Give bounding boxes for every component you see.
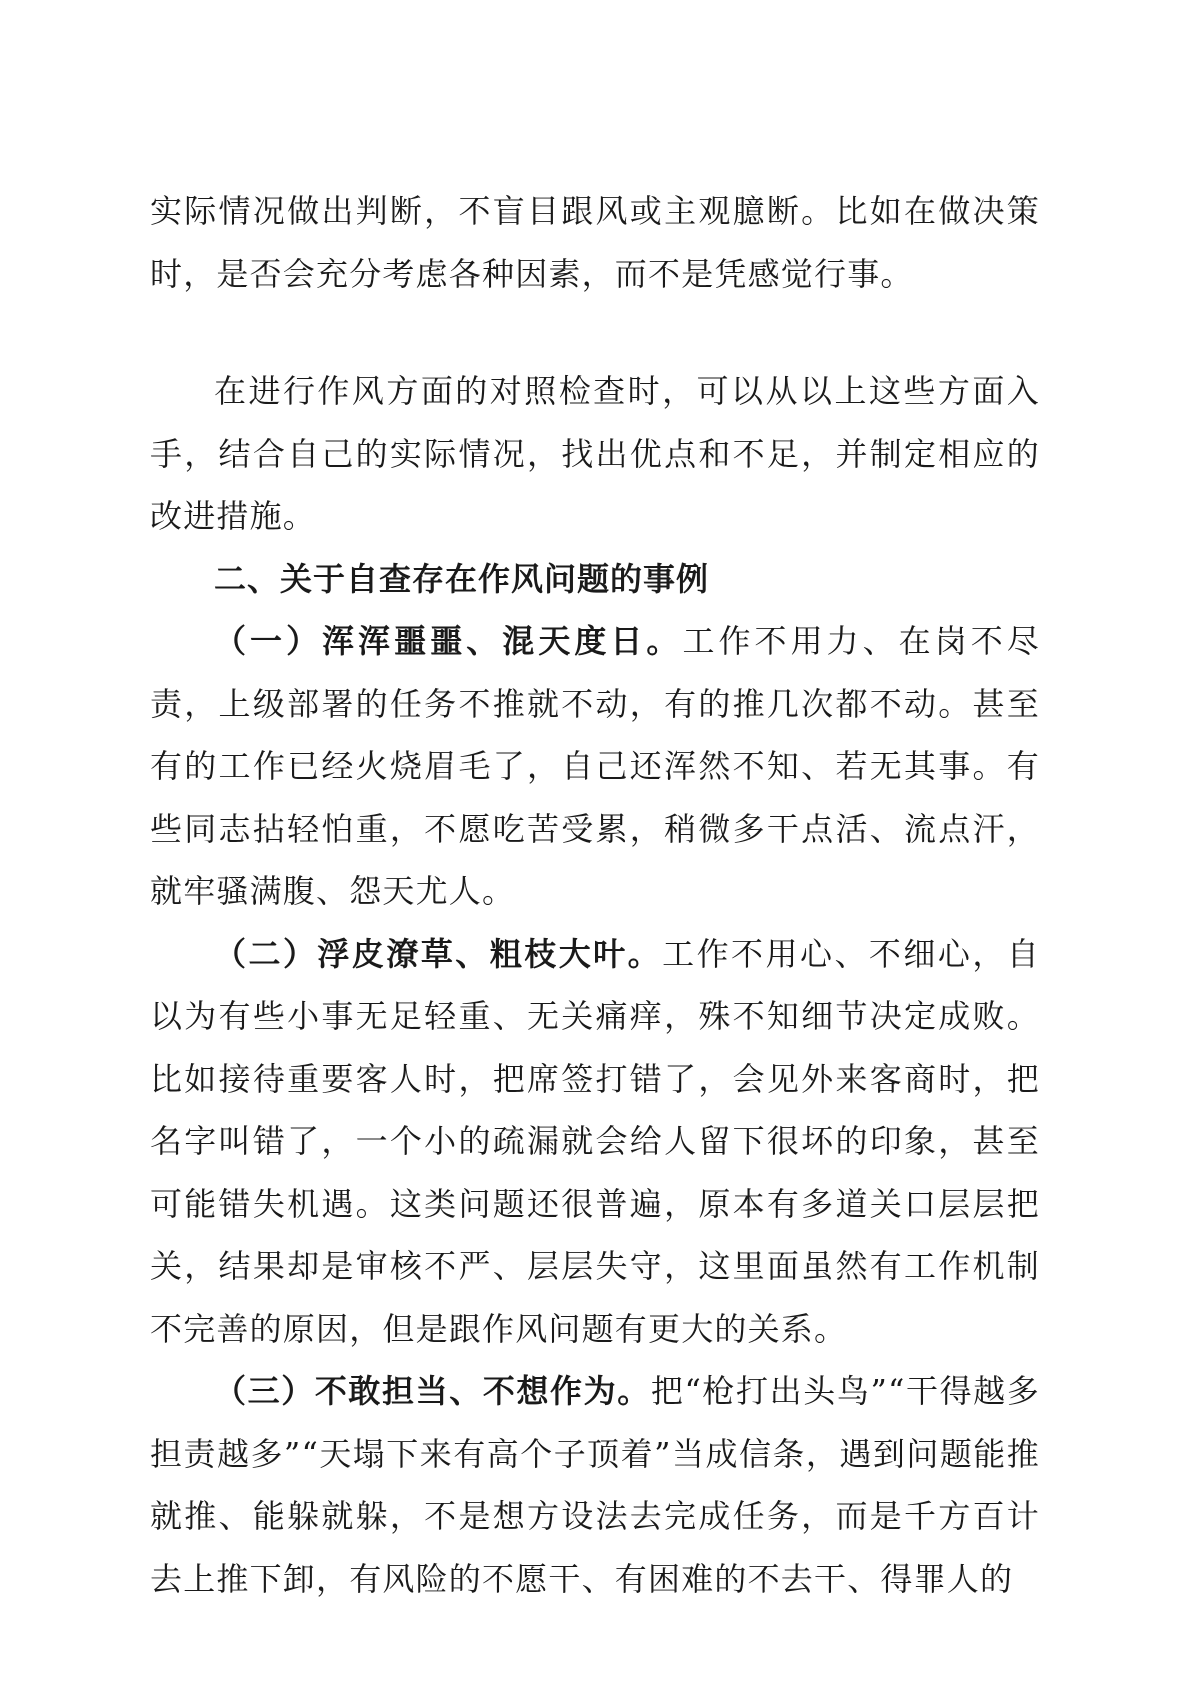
item-body: 工作不用力、在岗不尽责，上级部署的任务不推就不动，有的推几次都不动。甚至有的工作已经火烧眉毛了，自己还浑然不知、若无其事。有些同志拈轻怕重，不愿吃苦受累，稍微多干点活、流点汗，就牢骚满腹、怨天尤人。 [150,622,1040,910]
paragraph-summary: 在进行作风方面的对照检查时，可以从以上这些方面入手，结合自己的实际情况，找出优点和不足，并制定相应的改进措施。 [150,372,1040,535]
section-heading: 二、关于自查存在作风问题的事例 [214,559,710,598]
item-body: 工作不用心、不细心，自以为有些小事无足轻重、无关痛痒，殊不知细节决定成败。比如接待重要客人时，把席签打错了，会见外来客商时，把名字叫错了，一个小的疏漏就会给人留下很坏的印象，甚至可能错失机遇。这类问题还很普遍，原本有多道关口层层把关，结果却是审核不严、层层失守，这里面虽然有工作机制不完善的原因，但是跟作风问题有更大的关系。 [150,934,1041,1348]
item-paragraph [150,923,1040,1361]
item-paragraph [150,610,1040,923]
item-paragraph [150,1360,1040,1610]
paragraph-continuation: 实际情况做出判断，不盲目跟风或主观臆断。比如在做决策时，是否会充分考虑各种因素，而不是凭感觉行事。 [150,192,1040,293]
item-lead: （一）浑浑噩噩、混天度日。 [214,622,683,660]
item-lead: （三）不敢担当、不想作为。 [214,1372,651,1410]
paragraph-gap [150,305,1040,360]
document-page [150,180,1040,1610]
item-body: 把“枪打出头鸟”“干得越多担责越多”“天塌下来有高个子顶着”当成信条，遇到问题能推就推、能躲就躲，不是想方设法去完成任务，而是千方百计去上推下卸，有风险的不愿干、有困难的不去干、得罪人的 [150,1372,1040,1598]
item-lead: （二）浮皮潦草、粗枝大叶。 [214,934,663,973]
